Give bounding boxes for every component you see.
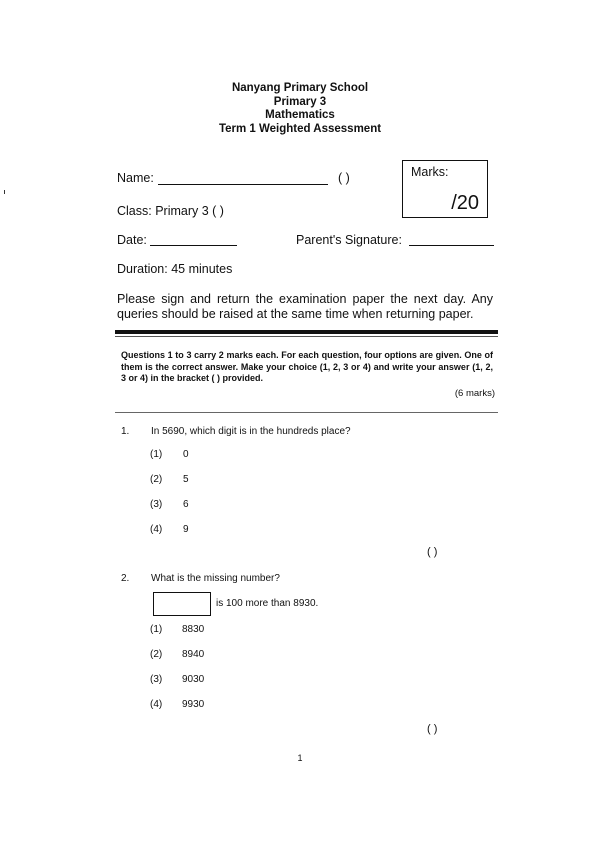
q1-option-2-value: 5 (183, 474, 189, 485)
q2-option-2-number: (2) (150, 649, 163, 660)
date-label: Date: (117, 233, 147, 247)
question-1-number: 1. (121, 426, 130, 437)
q1-option-4-number: (4) (150, 524, 163, 535)
section-divider-thin (115, 336, 498, 337)
question-1-text: In 5690, which digit is in the hundreds place? (151, 426, 351, 437)
paper-header (0, 82, 600, 136)
subject: Mathematics (265, 109, 335, 121)
register-number-bracket: ( ) (338, 171, 350, 185)
q1-option-1-value: 0 (183, 449, 189, 460)
assessment-title: Term 1 Weighted Assessment (218, 122, 382, 135)
page-number: 1 (297, 753, 303, 763)
school-name: Nanyang Primary School (231, 82, 369, 94)
class-label: Class: Primary 3 ( ) (117, 204, 224, 218)
q2-option-3-value: 9030 (182, 674, 205, 685)
marks-total: /20 (451, 192, 479, 214)
date-field[interactable] (150, 245, 237, 246)
q1-option-2-number: (2) (150, 474, 163, 485)
name-label: Name: (117, 171, 154, 185)
question-2-text: What is the missing number? (151, 573, 280, 584)
q2-option-3-number: (3) (150, 674, 163, 685)
question-2-statement: is 100 more than 8930. (216, 598, 319, 609)
section-divider-thick (115, 330, 498, 334)
instructions-divider (115, 412, 498, 413)
q1-option-3-value: 6 (183, 499, 189, 510)
q2-option-1-value: 8830 (182, 624, 205, 635)
duration: Duration: 45 minutes (117, 262, 233, 276)
missing-number-box[interactable] (153, 592, 211, 616)
q2-option-4-number: (4) (150, 699, 163, 710)
marks-label: Marks: (411, 165, 449, 179)
q2-option-2-value: 8940 (182, 649, 205, 660)
q2-option-4-value: 9930 (182, 699, 205, 710)
q1-option-4-value: 9 (183, 524, 189, 535)
q2-answer-bracket[interactable]: ( ) (427, 723, 438, 735)
sign-return-notice: Please sign and return the examination paper the next day. Any queries should be raised at the same time when returning paper. (117, 292, 493, 321)
q1-answer-bracket[interactable]: ( ) (427, 546, 438, 558)
q2-option-1-number: (1) (150, 624, 163, 635)
signature-label: Parent's Signature: (296, 233, 402, 247)
question-2-number: 2. (121, 573, 130, 584)
q1-option-1-number: (1) (150, 449, 163, 460)
level: Primary 3 (273, 95, 327, 108)
signature-field[interactable] (409, 245, 494, 246)
name-field[interactable] (158, 184, 328, 185)
marks-box (402, 160, 488, 218)
q1-option-3-number: (3) (150, 499, 163, 510)
section-instructions: Questions 1 to 3 carry 2 marks each. For each question, four options are given. One of them is the correct answer. Make your choice (1, 2, 3 or 4) and write your answer (1, 2, 3 or 4) in the bracket ( ) provided. (121, 350, 493, 383)
scan-mark (4, 190, 5, 194)
section-marks: (6 marks) (454, 388, 495, 399)
